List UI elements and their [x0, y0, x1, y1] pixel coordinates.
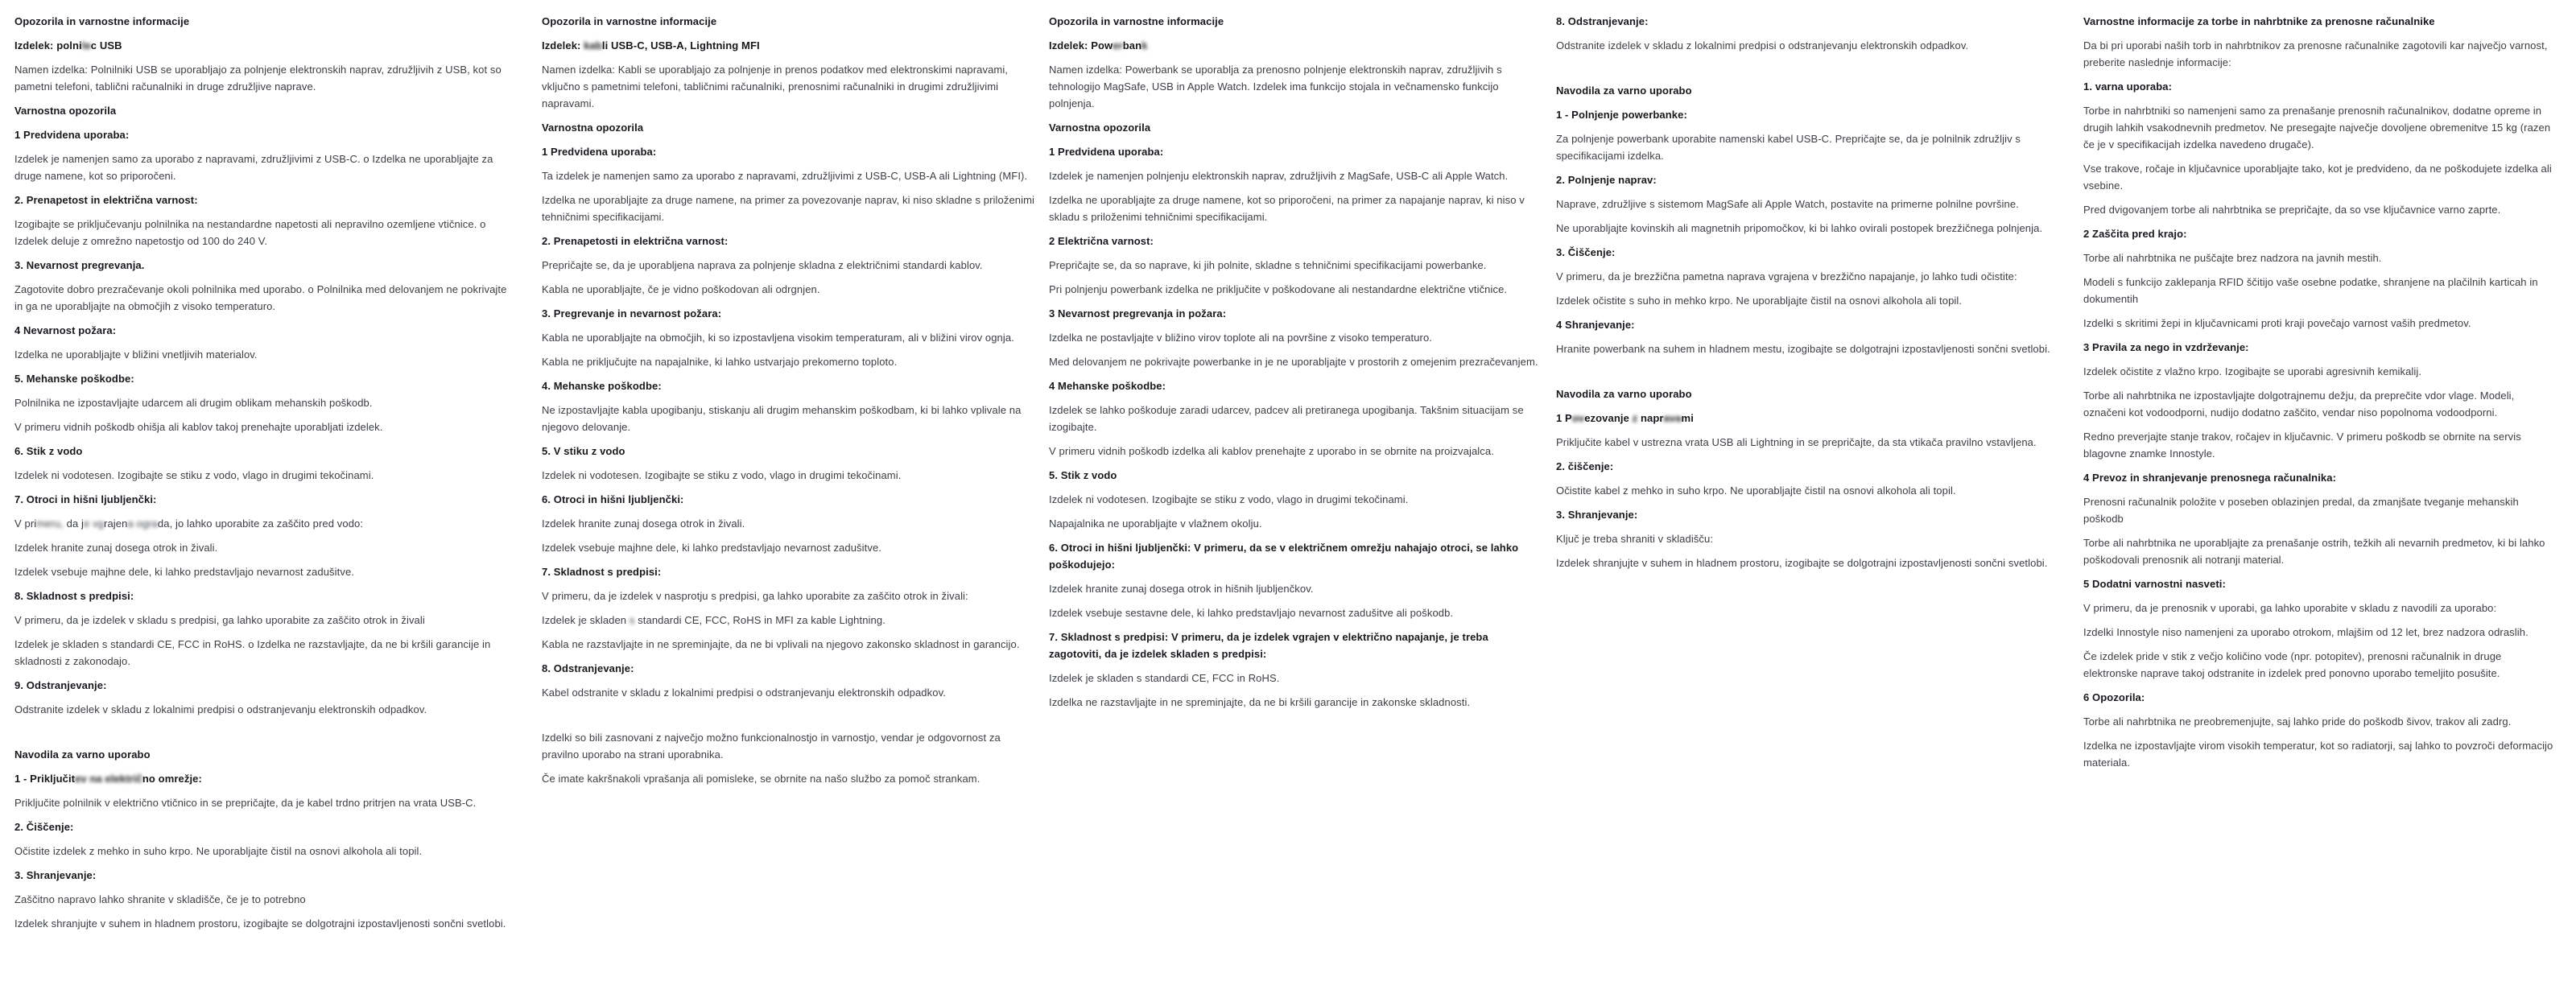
paragraph: [1049, 670, 1542, 686]
text-segment: 9. Odstranjevanje:: [14, 679, 107, 691]
text-segment: V primeru vidnih poškodb ohišja ali kablov takoj prenehajte uporabljati izdelek.: [14, 421, 383, 433]
text-segment: Torbe in nahrbtniki so namenjeni samo za prenašanje prenosnih računalnikov, dodatne opreme in drugih lahkih vsakodnevnih predmetov. Ne presegajte največje dovoljene obremenitve 15 kg (razen če je v specifikacijah izdelka navedeno drugače).: [2083, 105, 2551, 150]
section-heading: [1556, 410, 2054, 427]
section-heading: [2083, 225, 2557, 242]
paragraph: [542, 770, 1034, 787]
text-segment: Pred dvigovanjem torbe ali nahrbtnika se prepričajte, da so vse ključavnice varno zaprte.: [2083, 204, 2501, 216]
text-segment: Zaščitno napravo lahko shranite v skladišče, če je to potrebno: [14, 893, 306, 905]
text-segment: 4 Nevarnost požara:: [14, 324, 117, 336]
text-segment: Modeli s funkcijo zaklepanja RFID ščitijo vaše osebne podatke, shranjene na plačilnih karticah in dokumentih: [2083, 276, 2538, 305]
paragraph: [542, 281, 1034, 298]
section-heading: [1556, 82, 2054, 99]
text-segment: 3. Pregrevanje in nevarnost požara:: [542, 307, 722, 320]
paragraph: [14, 701, 507, 718]
section-heading: [2083, 689, 2557, 706]
paragraph: [2083, 648, 2557, 682]
blurred-text: k: [1141, 39, 1148, 52]
blurred-text: e vg: [84, 517, 105, 530]
paragraph: [1049, 580, 1542, 597]
paragraph: [1049, 61, 1542, 112]
text-segment: 2 Električna varnost:: [1049, 235, 1154, 247]
paragraph: [1049, 167, 1542, 184]
section-heading: [14, 370, 507, 387]
section-heading: [14, 192, 507, 208]
text-segment: napr: [1637, 412, 1664, 424]
paragraph: [1556, 482, 2054, 499]
text-segment: Navodila za varno uporabo: [1556, 388, 1692, 400]
section-heading: [14, 102, 507, 119]
text-segment: 5. Stik z vodo: [1049, 469, 1117, 481]
section-heading: [1556, 458, 2054, 475]
section-gap: [542, 708, 1034, 729]
text-segment: 8. Odstranjevanje:: [542, 662, 634, 674]
text-segment: 1 Predvidena uporaba:: [1049, 146, 1164, 158]
paragraph: [2083, 713, 2557, 730]
text-segment: 5 Dodatni varnostni nasveti:: [2083, 578, 2226, 590]
paragraph: [542, 61, 1034, 112]
section-heading: [1049, 13, 1542, 30]
text-segment: 3. Nevarnost pregrevanja.: [14, 259, 145, 271]
text-segment: V primeru, da je prenosnik v uporabi, ga lahko uporabite v skladu z navodili za uporabo:: [2083, 602, 2497, 614]
text-segment: Varnostna opozorila: [542, 122, 644, 134]
text-segment: 2. Čiščenje:: [14, 821, 74, 833]
text-segment: 6. Otroci in hišni ljubljenčki: V primeru, da se v električnem omrežju nahajajo otroci, se lahko poškodujejo:: [1049, 542, 1519, 571]
paragraph: [2083, 201, 2557, 218]
paragraph: [542, 729, 1034, 763]
section-heading: [1049, 305, 1542, 322]
text-segment: V primeru vidnih poškodb izdelka ali kablov prenehajte z uporabo in se obrnite na proizvajalca.: [1049, 445, 1494, 457]
section-heading: [2083, 575, 2557, 592]
text-segment: Kabel odstranite v skladu z lokalnimi predpisi o odstranjevanju elektronskih odpadkov.: [542, 686, 946, 699]
text-segment: Polnilnika ne izpostavljajte udarcem ali drugim oblikam mehanskih poškodb.: [14, 397, 373, 409]
section-gap: [1556, 61, 2054, 82]
text-segment: Izdelek hranite zunaj dosega otrok in hišnih ljubljenčkov.: [1049, 583, 1314, 595]
section-heading: [542, 143, 1034, 160]
text-segment: Izdelki so bili zasnovani z največjo možno funkcionalnostjo in varnostjo, vendar je odgovornost za pravilno uporabo na strani uporabnika.: [542, 732, 1001, 761]
text-segment: Izdelek hranite zunaj dosega otrok in živali.: [542, 517, 745, 530]
text-segment: 3. Shranjevanje:: [1556, 509, 1638, 521]
paragraph: [542, 467, 1034, 484]
paragraph: [1556, 530, 2054, 547]
paragraph: [2083, 315, 2557, 332]
paragraph: [542, 612, 1034, 629]
text-segment: Torbe ali nahrbtnika ne izpostavljajte dolgotrajnemu dežju, da preprečite vdor vlage. Modeli, označeni kot vodoodporni, nudijo dodatno zaščito, vendar niso popolnoma vodoodporni.: [2083, 390, 2515, 418]
section-heading: [2083, 13, 2557, 30]
text-segment: 5. V stiku z vodo: [542, 445, 625, 457]
text-segment: Izdelka ne izpostavljajte virom visokih temperatur, kot so radiatorji, saj lahko to povzroči deformacijo materiala.: [2083, 740, 2553, 769]
section-heading: [542, 13, 1034, 30]
text-segment: Prepričajte se, da je uporabljena naprava za polnjenje skladna z električnimi standardi kablov.: [542, 259, 983, 271]
blurred-text: meru,: [36, 517, 64, 530]
section-heading: [542, 563, 1034, 580]
text-segment: V pri: [14, 517, 37, 530]
paragraph: [1049, 192, 1542, 225]
text-segment: 6. Otroci in hišni ljubljenčki:: [542, 493, 684, 505]
text-segment: da, jo lahko uporabite za zaščito pred vodo:: [157, 517, 364, 530]
blurred-text: er: [1113, 39, 1123, 52]
text-segment: Odstranite izdelek v skladu z lokalnimi predpisi o odstranjevanju elektronskih odpadkov.: [1556, 39, 1969, 52]
section-heading: [1556, 506, 2054, 523]
paragraph: [1049, 402, 1542, 435]
text-segment: Izdelek shranjujte v suhem in hladnem prostoru, izogibajte se dolgotrajni izpostavljenosti sončni svetlobi.: [1556, 557, 2048, 569]
paragraph: [14, 843, 507, 860]
text-segment: Izdelek je namenjen polnjenju elektronskih naprav, združljivih z MagSafe, USB-C ali Apple Watch.: [1049, 170, 1509, 182]
section-heading: [2083, 339, 2557, 356]
paragraph: [14, 467, 507, 484]
text-segment: Kabla ne razstavljajte in ne spreminjajte, da ne bi vplivali na njegovo zakonsko skladnost in garancijo.: [542, 638, 1020, 650]
paragraph: [1556, 555, 2054, 571]
paragraph: [542, 515, 1034, 532]
section-heading: [14, 588, 507, 604]
paragraph: [542, 402, 1034, 435]
paragraph: [1556, 434, 2054, 451]
section-heading: [14, 818, 507, 835]
paragraph: [2083, 624, 2557, 641]
section-heading: [1049, 37, 1542, 54]
text-segment: 7. Otroci in hišni ljubljenčki:: [14, 493, 157, 505]
text-segment: Ključ je treba shraniti v skladišču:: [1556, 533, 1714, 545]
paragraph: [1049, 604, 1542, 621]
text-segment: 3 Pravila za nego in vzdrževanje:: [2083, 341, 2249, 353]
text-segment: Izdelek ni vodotesen. Izogibajte se stiku z vodo, vlago in drugimi tekočinami.: [14, 469, 374, 481]
text-segment: Opozorila in varnostne informacije: [14, 15, 190, 27]
section-heading: [1049, 233, 1542, 249]
text-segment: Če imate kakršnakoli vprašanja ali pomisleke, se obrnite na našo službo za pomoč strankam.: [542, 773, 980, 785]
text-segment: Izdelek vsebuje majhne dele, ki lahko predstavljajo nevarnost zadušitve.: [542, 542, 881, 554]
section-heading: [2083, 469, 2557, 486]
text-segment: Izdelek očistite s suho in mehko krpo. Ne uporabljajte čistil na osnovi alkohola ali topil.: [1556, 295, 1963, 307]
section-heading: [14, 443, 507, 460]
paragraph: [1049, 281, 1542, 298]
text-segment: Prepričajte se, da so naprave, ki jih polnite, skladne s tehničnimi specifikacijami powerbanke.: [1049, 259, 1487, 271]
column-3: [1049, 13, 1542, 718]
paragraph: [14, 539, 507, 556]
paragraph: [2083, 160, 2557, 194]
text-segment: 3 Nevarnost pregrevanja in požara:: [1049, 307, 1227, 320]
text-segment: 3. Shranjevanje:: [14, 869, 97, 881]
text-segment: Navodila za varno uporabo: [14, 748, 151, 761]
paragraph: [542, 257, 1034, 274]
text-segment: Opozorila in varnostne informacije: [542, 15, 717, 27]
paragraph: [542, 167, 1034, 184]
section-heading: [1556, 171, 2054, 188]
paragraph: [1049, 353, 1542, 370]
section-heading: [1049, 539, 1542, 573]
paragraph: [14, 394, 507, 411]
section-heading: [1556, 13, 2054, 30]
text-segment: Torbe ali nahrbtnika ne preobremenjujte, saj lahko pride do poškodb šivov, trakov ali zadrg.: [2083, 715, 2512, 728]
paragraph: [1556, 268, 2054, 285]
paragraph: [1556, 37, 2054, 54]
text-segment: Da bi pri uporabi naših torb in nahrbtnikov za prenosne računalnike zagotovili kar največjo varnost, preberite naslednje informacije:: [2083, 39, 2548, 68]
text-segment: Torbe ali nahrbtnika ne uporabljajte za prenašanje ostrih, težkih ali nevarnih predmetov, ki bi lahko poškodovali prenosnik ali notranji material.: [2083, 537, 2545, 566]
text-segment: Izdelek ni vodotesen. Izogibajte se stiku z vodo, vlago in drugimi tekočinami.: [1049, 493, 1409, 505]
text-segment: Izdelek:: [542, 39, 584, 52]
text-segment: Izdelek očistite z vlažno krpo. Izogibajte se uporabi agresivnih kemikalij.: [2083, 365, 2422, 377]
text-segment: Kabla ne uporabljajte na območjih, ki so izpostavljena visokim temperaturam, ali v bližini virov ognja.: [542, 332, 1014, 344]
section-heading: [542, 443, 1034, 460]
section-heading: [542, 119, 1034, 136]
paragraph: [542, 636, 1034, 653]
section-heading: [14, 746, 507, 763]
text-segment: Kabla ne uporabljajte, če je vidno poškodovan ali odrgnjen.: [542, 283, 820, 295]
text-segment: Namen izdelka: Kabli se uporabljajo za polnjenje in prenos podatkov med elektronskimi napravami, vključno s pametnimi telefoni, tabličnimi računalniki, prenosnimi računalniki in drugimi združljivimi napravami.: [542, 64, 1009, 109]
paragraph: [14, 636, 507, 670]
text-segment: Izdelek je skladen: [542, 614, 630, 626]
paragraph: [14, 281, 507, 315]
blurred-text: ov: [1571, 412, 1585, 424]
text-segment: 1 - Polnjenje powerbanke:: [1556, 109, 1687, 121]
text-segment: Prenosni računalnik položite v poseben oblazinjen predal, da zmanjšate tveganje mehanskih poškodb: [2083, 496, 2519, 525]
blurred-text: ev na električ: [75, 773, 142, 785]
text-segment: V primeru, da je izdelek v nasprotju s predpisi, ga lahko uporabite za zaščito otrok in živali:: [542, 590, 968, 602]
text-segment: 4 Prevoz in shranjevanje prenosnega računalnika:: [2083, 472, 2337, 484]
section-heading: [1049, 467, 1542, 484]
text-segment: Redno preverjajte stanje trakov, ročajev in ključavnic. V primeru poškodb se obrnite na servis blagovne znamke Innostyle.: [2083, 431, 2521, 460]
paragraph: [2083, 102, 2557, 153]
section-heading: [14, 257, 507, 274]
text-segment: 7. Skladnost s predpisi:: [542, 566, 662, 578]
text-segment: 6 Opozorila:: [2083, 691, 2145, 703]
text-segment: Pri polnjenju powerbank izdelka ne priključite v poškodovane ali nestandardne električne vtičnice.: [1049, 283, 1508, 295]
text-segment: V primeru, da je brezžična pametna naprava vgrajena v brezžično napajanje, jo lahko tudi očistite:: [1556, 270, 2017, 282]
text-segment: Izdelka ne postavljajte v bližino virov toplote ali na površine z visoko temperaturo.: [1049, 332, 1433, 344]
text-segment: Varnostna opozorila: [14, 105, 117, 117]
paragraph: [14, 891, 507, 908]
paragraph: [2083, 493, 2557, 527]
text-segment: Izdelek je skladen s standardi CE, FCC in RoHS. o Izdelka ne razstavljajte, da ne bi kršili garancije in skladnosti z zakonodajo.: [14, 638, 491, 667]
section-heading: [14, 491, 507, 508]
section-heading: [14, 770, 507, 787]
paragraph: [1049, 694, 1542, 711]
section-heading: [542, 491, 1034, 508]
paragraph: [542, 353, 1034, 370]
section-heading: [1049, 377, 1542, 394]
paragraph: [2083, 600, 2557, 616]
blurred-text: s: [629, 614, 635, 626]
paragraph: [14, 346, 507, 363]
paragraph: [1049, 329, 1542, 346]
text-segment: Naprave, združljive s sistemom MagSafe ali Apple Watch, postavite na primerne polnilne površine.: [1556, 198, 2019, 210]
text-segment: 6. Stik z vodo: [14, 445, 83, 457]
paragraph: [542, 329, 1034, 346]
text-segment: 1 P: [1556, 412, 1572, 424]
text-segment: Odstranite izdelek v skladu z lokalnimi predpisi o odstranjevanju elektronskih odpadkov.: [14, 703, 427, 715]
text-segment: Izdelki Innostyle niso namenjeni za uporabo otrokom, mlajšim od 12 let, brez nadzora odraslih.: [2083, 626, 2529, 638]
text-segment: Ne uporabljajte kovinskih ali magnetnih pripomočkov, ki bi lahko ovirali postopek brezžičnega polnjenja.: [1556, 222, 2043, 234]
paragraph: [1049, 443, 1542, 460]
section-heading: [14, 126, 507, 143]
paragraph: [14, 216, 507, 249]
text-segment: Izdelek ni vodotesen. Izogibajte se stiku z vodo, vlago in drugimi tekočinami.: [542, 469, 902, 481]
paragraph: [14, 515, 507, 532]
text-segment: Izdelka ne uporabljajte za druge namene, na primer za povezovanje naprav, ki niso skladne s priloženimi tehničnimi specifikacijami.: [542, 194, 1035, 223]
text-segment: 1 Predvidena uporaba:: [542, 146, 657, 158]
section-heading: [14, 37, 507, 54]
text-segment: ban: [1122, 39, 1142, 52]
text-segment: 1. varna uporaba:: [2083, 80, 2173, 93]
text-segment: mi: [1681, 412, 1694, 424]
text-segment: 2. Prenapetost in električna varnost:: [14, 194, 198, 206]
blurred-text: a ogra: [127, 517, 158, 530]
column-4: [1556, 13, 2054, 579]
section-heading: [14, 322, 507, 339]
section-heading: [542, 37, 1034, 54]
text-segment: c USB: [90, 39, 122, 52]
section-heading: [542, 305, 1034, 322]
section-heading: [542, 233, 1034, 249]
text-segment: Ne izpostavljajte kabla upogibanju, stiskanju ali drugim mehanskim poškodbam, ki bi lahko vplivale na njegovo delovanje.: [542, 404, 1022, 433]
text-segment: ezovanje: [1584, 412, 1633, 424]
text-segment: da j: [63, 517, 85, 530]
text-segment: Hranite powerbank na suhem in hladnem mestu, izogibajte se dolgotrajni izpostavljenosti sončni svetlobi.: [1556, 343, 2050, 355]
section-heading: [14, 867, 507, 884]
paragraph: [14, 915, 507, 932]
text-segment: 4 Mehanske poškodbe:: [1049, 380, 1166, 392]
text-segment: rajen: [104, 517, 128, 530]
paragraph: [1049, 491, 1542, 508]
text-segment: Izdelka ne uporabljajte za druge namene, kot so priporočeni, na primer za napajanje naprav, ki niso v skladu s priloženimi tehničnimi specifikacijami.: [1049, 194, 1525, 223]
blurred-text: le: [81, 39, 91, 52]
text-segment: V primeru, da je izdelek v skladu s predpisi, ga lahko uporabite za zaščito otrok in živali: [14, 614, 425, 626]
text-segment: Namen izdelka: Powerbank se uporablja za prenosno polnjenje elektronskih naprav, združljivih s tehnologijo MagSafe, USB in Apple Watch. Izdelek ima funkcijo stojala in večnamensko funkcijo polnjenja.: [1049, 64, 1502, 109]
section-heading: [1556, 244, 2054, 261]
blurred-text: kab: [584, 39, 602, 52]
section-heading: [1049, 143, 1542, 160]
section-heading: [1556, 316, 2054, 333]
text-segment: 2. Polnjenje naprav:: [1556, 174, 1657, 186]
text-segment: Za polnjenje powerbank uporabite namenski kabel USB-C. Prepričajte se, da je polnilnik združljiv s specifikacijami izdelka.: [1556, 133, 2021, 162]
text-segment: 8. Skladnost s predpisi:: [14, 590, 134, 602]
text-segment: 2 Zaščita pred krajo:: [2083, 228, 2187, 240]
column-1: [14, 13, 507, 939]
text-segment: Izdelek: polni: [14, 39, 82, 52]
text-segment: Izdelek: Pow: [1049, 39, 1113, 52]
paragraph: [14, 794, 507, 811]
column-2: [542, 13, 1034, 794]
section-heading: [542, 660, 1034, 677]
text-segment: 2. Prenapetosti in električna varnost:: [542, 235, 729, 247]
text-segment: Opozorila in varnostne informacije: [1049, 15, 1224, 27]
paragraph: [542, 192, 1034, 225]
text-segment: Očistite izdelek z mehko in suho krpo. Ne uporabljajte čistil na osnovi alkohola ali topil.: [14, 845, 423, 857]
paragraph: [14, 612, 507, 629]
text-segment: Torbe ali nahrbtnika ne puščajte brez nadzora na javnih mestih.: [2083, 252, 2382, 264]
section-heading: [14, 677, 507, 694]
text-segment: Vse trakove, ročaje in ključavnice uporabljajte tako, kot je predvideno, da ne poškodujete izdelka ali vsebine.: [2083, 163, 2552, 192]
text-segment: 3. Čiščenje:: [1556, 246, 1616, 258]
text-segment: 1 Predvidena uporaba:: [14, 129, 130, 141]
text-segment: Izdelek je skladen s standardi CE, FCC in RoHS.: [1049, 672, 1280, 684]
section-heading: [542, 377, 1034, 394]
text-segment: Izdelek se lahko poškoduje zaradi udarcev, padcev ali pretiranega upogibanja. Takšnim situacijam se izogibajte.: [1049, 404, 1524, 433]
text-segment: Napajalnika ne uporabljajte v vlažnem okolju.: [1049, 517, 1262, 530]
text-segment: Očistite kabel z mehko in suho krpo. Ne uporabljajte čistil na osnovi alkohola ali topil.: [1556, 484, 1956, 497]
paragraph: [542, 588, 1034, 604]
paragraph: [14, 150, 507, 184]
text-segment: Navodila za varno uporabo: [1556, 85, 1692, 97]
text-segment: Zagotovite dobro prezračevanje okoli polnilnika med uporabo. o Polnilnika med delovanjem ne pokrivajte in ga ne uporabljajte na območjih z visoko temperaturo.: [14, 283, 507, 312]
section-heading: [14, 13, 507, 30]
paragraph: [2083, 37, 2557, 71]
text-segment: 1 - Priključit: [14, 773, 76, 785]
text-segment: Varnostne informacije za torbe in nahrbtnike za prenosne računalnike: [2083, 15, 2435, 27]
section-heading: [2083, 78, 2557, 95]
paragraph: [2083, 534, 2557, 568]
paragraph: [1049, 515, 1542, 532]
text-segment: Kabla ne priključujte na napajalnike, ki lahko ustvarjajo prekomerno toploto.: [542, 356, 898, 368]
section-heading: [1556, 106, 2054, 123]
text-segment: 4 Shranjevanje:: [1556, 319, 1635, 331]
section-heading: [1556, 385, 2054, 402]
column-5: [2083, 13, 2557, 778]
text-segment: 4. Mehanske poškodbe:: [542, 380, 662, 392]
text-segment: Izdelek vsebuje sestavne dele, ki lahko predstavljajo nevarnost zadušitve ali poškodb.: [1049, 607, 1454, 619]
text-segment: Izdelki s skritimi žepi in ključavnicami proti kraji povečajo varnost vaših predmetov.: [2083, 317, 2471, 329]
paragraph: [2083, 363, 2557, 380]
section-heading: [1049, 119, 1542, 136]
section-gap: [1556, 365, 2054, 385]
paragraph: [542, 539, 1034, 556]
paragraph: [2083, 387, 2557, 421]
text-segment: Namen izdelka: Polnilniki USB se uporabljajo za polnjenje elektronskih naprav, združljivih z USB, kot so pametni telefoni, tablični računalniki in druge združljive naprave.: [14, 64, 502, 93]
paragraph: [2083, 249, 2557, 266]
paragraph: [1556, 292, 2054, 309]
paragraph: [14, 563, 507, 580]
text-segment: 7. Skladnost s predpisi: V primeru, da je izdelek vgrajen v električno napajanje, je treba zagotoviti, da je izdelek skladen s predpisi:: [1049, 631, 1488, 660]
text-segment: Izdelek je namenjen samo za uporabo z napravami, združljivimi z USB-C. o Izdelka ne uporabljajte za druge namene, kot so priporočeni.: [14, 153, 493, 182]
text-segment: Izdelek vsebuje majhne dele, ki lahko predstavljajo nevarnost zadušitve.: [14, 566, 354, 578]
paragraph: [1556, 220, 2054, 237]
text-segment: standardi CE, FCC, RoHS in MFI za kable Lightning.: [634, 614, 886, 626]
text-segment: Priključite kabel v ustrezna vrata USB ali Lightning in se prepričajte, da sta vtikača pravilno vstavljena.: [1556, 436, 2037, 448]
paragraph: [2083, 274, 2557, 307]
text-segment: 5. Mehanske poškodbe:: [14, 373, 134, 385]
text-segment: Izdelek hranite zunaj dosega otrok in živali.: [14, 542, 218, 554]
text-segment: 2. čiščenje:: [1556, 460, 1614, 472]
text-segment: no omrežje:: [142, 773, 202, 785]
paragraph: [2083, 737, 2557, 771]
text-segment: Če izdelek pride v stik z večjo količino vode (npr. potopitev), prenosni računalnik in druge elektronske naprave takoj odstranite in izdelek pred ponovno uporabo temeljito posušite.: [2083, 650, 2502, 679]
paragraph: [1556, 130, 2054, 164]
text-segment: li USB-C, USB-A, Lightning MFI: [601, 39, 760, 52]
paragraph: [2083, 428, 2557, 462]
text-segment: Med delovanjem ne pokrivajte powerbanke in je ne uporabljajte v prostorih z omejenim prezračevanjem.: [1049, 356, 1538, 368]
text-segment: Priključite polnilnik v električno vtičnico in se prepričajte, da je kabel trdno pritrjen na vrata USB-C.: [14, 797, 477, 809]
paragraph: [14, 61, 507, 95]
paragraph: [1556, 196, 2054, 212]
section-heading: [1049, 629, 1542, 662]
text-segment: Izogibajte se priključevanju polnilnika na nestandardne napetosti ali nepravilno ozemljene vtičnice. o Izdelek deluje z omrežno napetostjo od 100 do 240 V.: [14, 218, 486, 247]
text-segment: Varnostna opozorila: [1049, 122, 1151, 134]
paragraph: [14, 418, 507, 435]
text-segment: Izdelek shranjujte v suhem in hladnem prostoru, izogibajte se dolgotrajni izpostavljenosti sončni svetlobi.: [14, 917, 506, 930]
section-gap: [14, 725, 507, 746]
paragraph: [1049, 257, 1542, 274]
text-segment: Izdelka ne uporabljajte v bližini vnetljivih materialov.: [14, 348, 258, 361]
paragraph: [1556, 340, 2054, 357]
text-segment: Izdelka ne razstavljajte in ne spreminjajte, da ne bi kršili garancije in zakonske skladnosti.: [1049, 696, 1471, 708]
blurred-text: ava: [1663, 412, 1682, 424]
paragraph: [542, 684, 1034, 701]
text-segment: Ta izdelek je namenjen samo za uporabo z napravami, združljivimi z USB-C, USB-A ali Lightning (MFI).: [542, 170, 1028, 182]
blurred-text: z: [1632, 412, 1638, 424]
text-segment: 8. Odstranjevanje:: [1556, 15, 1649, 27]
